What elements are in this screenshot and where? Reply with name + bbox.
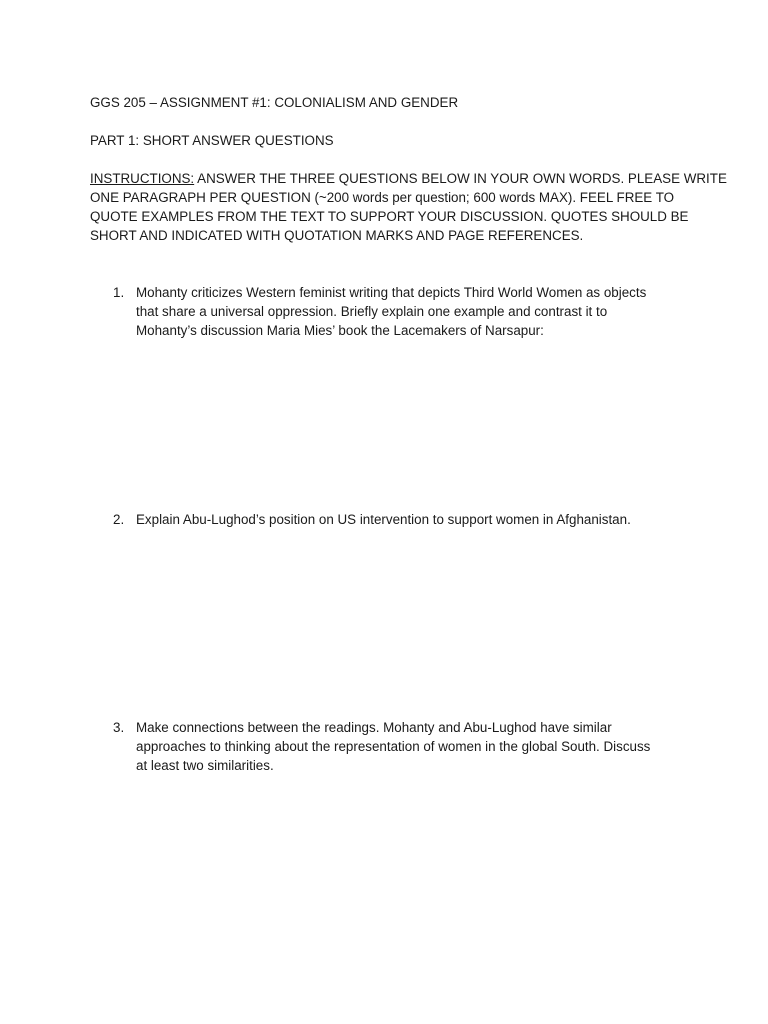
question-line: Mohanty’s discussion Maria Mies’ book the Lacemakers of Narsapur: [136, 323, 544, 338]
instructions-line-2: ONE PARAGRAPH PER QUESTION (~200 words per question; 600 words MAX). FEEL FREE TO [90, 190, 675, 205]
assignment-title: GGS 205 – ASSIGNMENT #1: COLONIALISM AND GENDER [90, 95, 459, 110]
instructions-text-1: ANSWER THE THREE QUESTIONS BELOW IN YOUR OWN WORDS. PLEASE WRITE [194, 171, 727, 186]
instructions-line-1 [90, 169, 727, 188]
question-line: Explain Abu-Lughod’s position on US intervention to support women in Afghanistan. [136, 512, 631, 527]
instructions-line-4: SHORT AND INDICATED WITH QUOTATION MARKS AND PAGE REFERENCES. [90, 228, 584, 243]
question-text [136, 283, 696, 340]
question-line: that share a universal oppression. Briefly explain one example and contrast it to [136, 304, 608, 319]
part-heading: PART 1: SHORT ANSWER QUESTIONS [90, 133, 334, 148]
question-number: 1. [113, 285, 125, 300]
question-number: 3. [113, 720, 125, 735]
question-number: 2. [113, 512, 125, 527]
question-text [136, 718, 696, 775]
question-text [136, 510, 696, 529]
instructions-line-3: QUOTE EXAMPLES FROM THE TEXT TO SUPPORT YOUR DISCUSSION. QUOTES SHOULD BE [90, 209, 689, 224]
question-line: approaches to thinking about the representation of women in the global South. Discuss [136, 739, 651, 754]
question-line: Make connections between the readings. Mohanty and Abu-Lughod have similar [136, 720, 612, 735]
instructions-label: INSTRUCTIONS: [90, 171, 195, 186]
question-line: Mohanty criticizes Western feminist writing that depicts Third World Women as objects [136, 285, 647, 300]
question-line: at least two similarities. [136, 758, 274, 773]
